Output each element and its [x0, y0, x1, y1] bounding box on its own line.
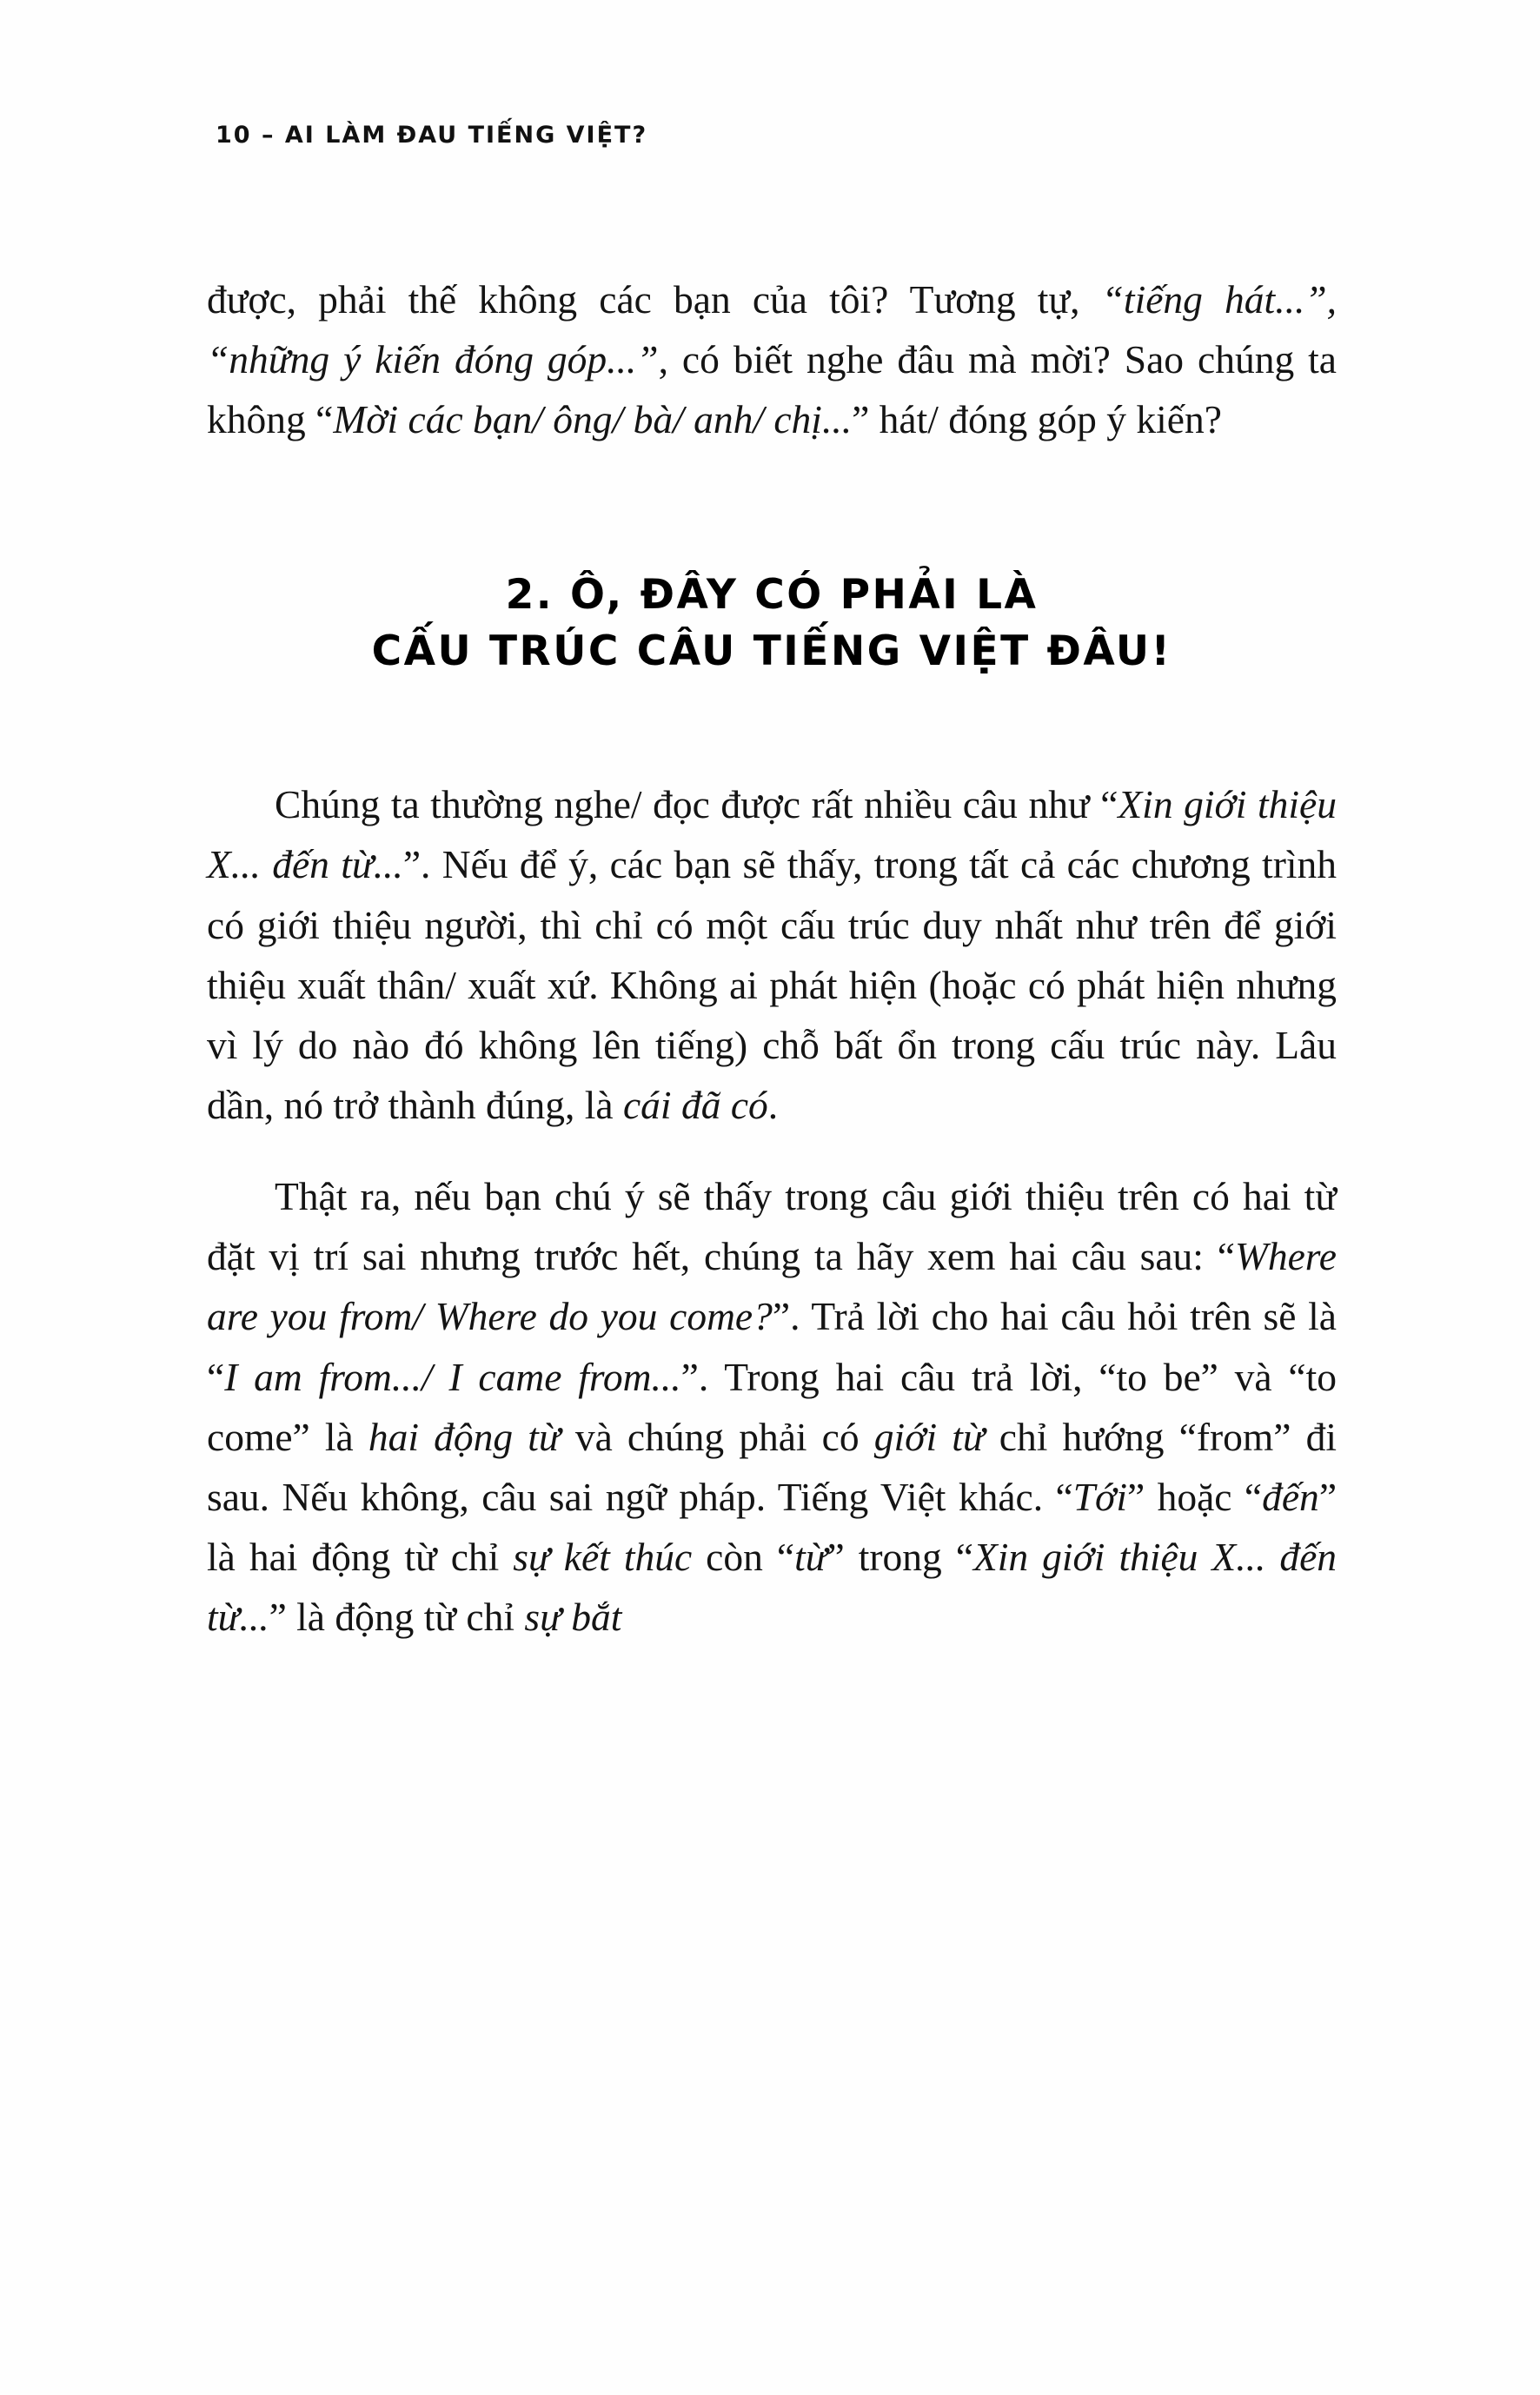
section-heading-line-2: CẤU TRÚC CÂU TIẾNG VIỆT ĐÂU! [371, 627, 1172, 676]
page-content [207, 269, 1337, 1647]
section-heading [207, 567, 1337, 680]
section-heading-line-1: 2. Ô, ĐÂY CÓ PHẢI LÀ [505, 571, 1039, 620]
paragraph-1: Chúng ta thường nghe/ đọc được rất nhiều câu như “Xin giới thiệu X... đến từ...”. Nếu để ý, các bạn sẽ thấy, trong tất cả các chương trình có giới thiệu người, thì chỉ có một cấu trúc duy nhất như trên để giới thiệu xuất thân/ xuất xứ. Không ai phát hiện (hoặc có phát hiện nhưng vì lý do nào đó không lên tiếng) chỗ bất ổn trong cấu trúc này. Lâu dần, nó trở thành đúng, là cái đã có. [207, 782, 1337, 1127]
paragraph-continued: được, phải thế không các bạn của tôi? Tương tự, “tiếng hát...”, “những ý kiến đóng góp...”, có biết nghe đâu mà mời? Sao chúng ta không “Mời các bạn/ ông/ bà/ anh/ chị...” hát/ đóng góp ý kiến? [207, 277, 1337, 442]
paragraph-2: Thật ra, nếu bạn chú ý sẽ thấy trong câu giới thiệu trên có hai từ đặt vị trí sai nhưng trước hết, chúng ta hãy xem hai câu sau: “Where are you from/ Where do you come?”. Trả lời cho hai câu hỏi trên sẽ là “I am from.../ I came from...”. Trong hai câu trả lời, “to be” và “to come” là hai động từ và chúng phải có giới từ chỉ hướng “from” đi sau. Nếu không, câu sai ngữ pháp. Tiếng Việt khác. “Tới” hoặc “đến” là hai động từ chỉ sự kết thúc còn “từ” trong “Xin giới thiệu X... đến từ...” là động từ chỉ sự bắt [207, 1174, 1338, 1640]
running-head: 10 – AI LÀM ĐAU TIẾNG VIỆT? [216, 122, 648, 149]
paragraph-spacer [207, 1135, 1337, 1166]
